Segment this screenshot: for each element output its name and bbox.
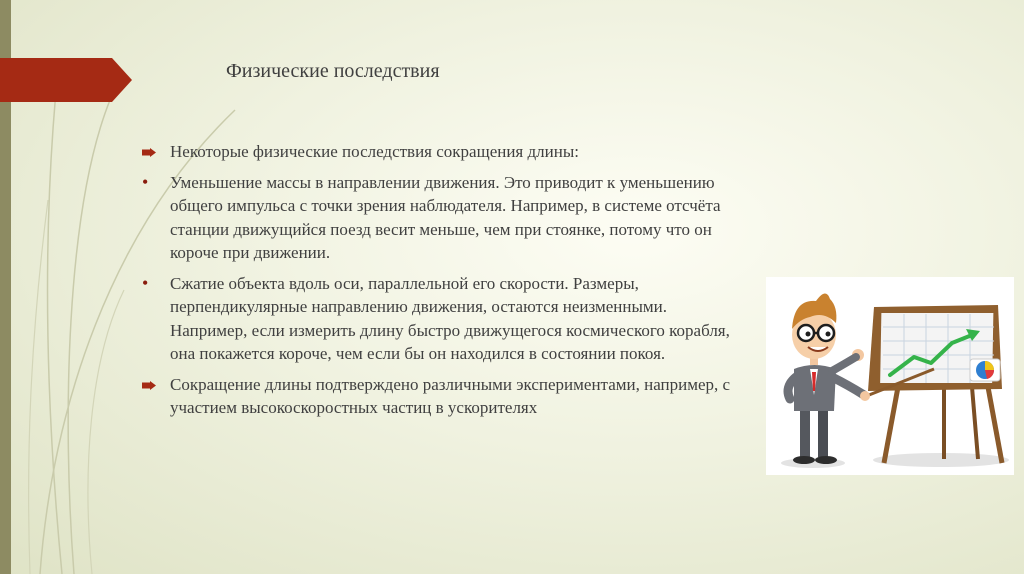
dot-bullet-icon: • [142,171,149,192]
title-tab-arrow [0,58,132,102]
bullet-text: Сжатие объекта вдоль оси, параллельной его скорости. Размеры, перпендикулярные направлению движения, остаются неизменными. Например, если измерить длину быстро движущегося космического корабля, она покажется короче, чем если бы он находился в состоянии покоя. [170,273,730,363]
bullet-text: Уменьшение массы в направлении движения. Это приводит к уменьшению общего импульса с точки зрения наблюдателя. Например, в системе отсчёта станции движущийся поезд весит меньше, чем при стоянке, потому что он короче при движении. [170,172,721,262]
bullet-item [142,373,747,420]
bullet-text: Некоторые физические последствия сокращения длины: [170,142,579,161]
bullet-list [142,140,747,427]
arrow-bullet-icon [142,140,156,163]
slide-title: Физические последствия [226,60,440,82]
dot-bullet-icon: • [142,272,149,293]
bullet-item [142,171,747,265]
arrow-bullet-icon [142,373,156,396]
presenter-illustration [766,277,1014,475]
bullet-item [142,140,747,164]
bullet-text: Сокращение длины подтверждено различными экспериментами, например, с участием высокоскоростных частиц в ускорителях [170,374,731,417]
bullet-item [142,272,747,366]
